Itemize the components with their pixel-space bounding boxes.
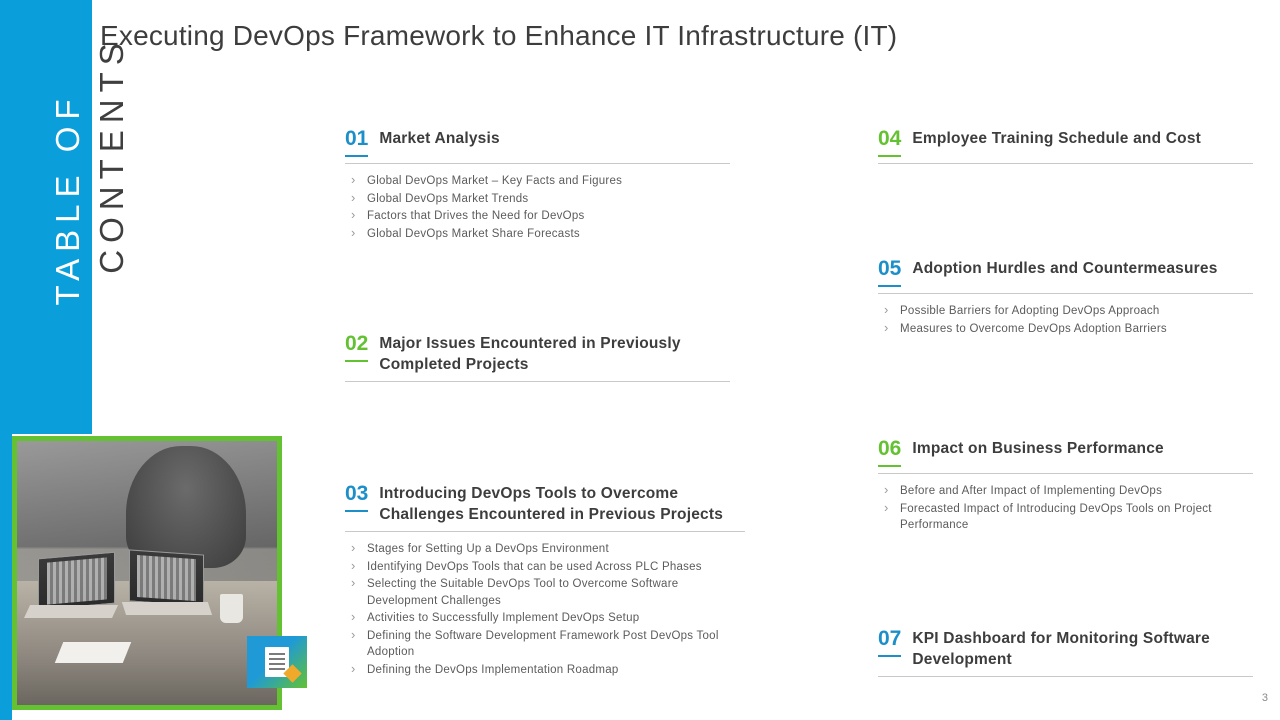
photo-image <box>17 441 277 705</box>
toc-title: Market Analysis <box>379 130 500 147</box>
toc-divider <box>878 473 1253 474</box>
list-item: › Defining the Software Development Framework Post DevOps Tool Adoption <box>345 628 745 661</box>
list-item: › Activities to Successfully Implement DevOps Setup <box>345 610 745 627</box>
photo-paper <box>54 642 130 663</box>
list-item: › Forecasted Impact of Introducing DevOps Tools on Project Performance <box>878 501 1253 534</box>
page-title: Executing DevOps Framework to Enhance IT Infrastructure (IT) <box>100 20 898 51</box>
toc-divider <box>345 531 745 532</box>
document-pen-icon <box>247 636 307 688</box>
toc-head <box>878 436 1253 467</box>
toc-title: Impact on Business Performance <box>912 440 1164 457</box>
toc-title: Adoption Hurdles and Countermeasures <box>912 260 1218 277</box>
toc-title: Employee Training Schedule and Cost <box>912 130 1202 147</box>
toc-head <box>878 626 1253 670</box>
list-item: › Before and After Impact of Implementing DevOps <box>878 483 1253 500</box>
toc-number: 05 <box>878 256 901 287</box>
photo-laptop-right <box>129 549 204 606</box>
list-item: › Global DevOps Market Share Forecasts <box>345 226 730 243</box>
toc-number: 03 <box>345 481 368 512</box>
vertical-label-line2: CONTENTS <box>93 36 130 274</box>
photo-laptop-left <box>38 551 115 610</box>
list-item: › Possible Barriers for Adopting DevOps Approach <box>878 303 1253 320</box>
toc-entry-04[interactable] <box>878 126 1253 164</box>
photo-laptop-right-base <box>121 602 211 615</box>
office-photo <box>12 436 282 710</box>
toc-entry-06[interactable] <box>878 436 1253 535</box>
toc-divider <box>345 163 730 164</box>
toc-divider <box>878 293 1253 294</box>
left-blue-panel <box>12 0 92 434</box>
left-accent-bar <box>0 0 12 720</box>
toc-divider <box>345 381 730 382</box>
toc-entry-01[interactable] <box>345 126 730 243</box>
toc-entry-03[interactable] <box>345 481 745 679</box>
toc-number: 02 <box>345 331 368 362</box>
toc-sub-list <box>345 173 730 242</box>
list-item: › Defining the DevOps Implementation Roadmap <box>345 662 745 679</box>
toc-entry-02[interactable] <box>345 331 730 382</box>
toc-title: KPI Dashboard for Monitoring Software Development <box>912 630 1210 668</box>
toc-entry-07[interactable] <box>878 626 1253 677</box>
toc-head <box>345 331 730 375</box>
toc-number: 04 <box>878 126 901 157</box>
list-item: › Identifying DevOps Tools that can be used Across PLC Phases <box>345 559 745 576</box>
toc-divider <box>878 676 1253 677</box>
toc-number: 06 <box>878 436 901 467</box>
toc-divider <box>878 163 1253 164</box>
list-item: › Selecting the Suitable DevOps Tool to Overcome Software Development Challenges <box>345 576 745 609</box>
toc-sub-list <box>878 483 1253 534</box>
toc-head <box>878 126 1253 157</box>
toc-title: Major Issues Encountered in Previously Completed Projects <box>379 335 681 373</box>
page-number: 3 <box>1261 692 1268 704</box>
toc-sub-list <box>345 541 745 678</box>
photo-laptop-left-base <box>24 605 119 618</box>
list-item: › Measures to Overcome DevOps Adoption Barriers <box>878 321 1253 338</box>
toc-title: Introducing DevOps Tools to Overcome Challenges Encountered in Previous Projects <box>379 485 724 523</box>
toc-head <box>345 481 745 525</box>
toc-number: 01 <box>345 126 368 157</box>
list-item: › Global DevOps Market Trends <box>345 191 730 208</box>
toc-entry-05[interactable] <box>878 256 1253 338</box>
toc-sub-list <box>878 303 1253 337</box>
list-item: › Global DevOps Market – Key Facts and Figures <box>345 173 730 190</box>
toc-head <box>878 256 1253 287</box>
toc-number: 07 <box>878 626 901 657</box>
toc-head <box>345 126 730 157</box>
list-item: › Stages for Setting Up a DevOps Environment <box>345 541 745 558</box>
photo-cup <box>220 594 243 623</box>
list-item: › Factors that Drives the Need for DevOps <box>345 208 730 225</box>
vertical-label-line1: TABLE OF <box>49 92 86 306</box>
